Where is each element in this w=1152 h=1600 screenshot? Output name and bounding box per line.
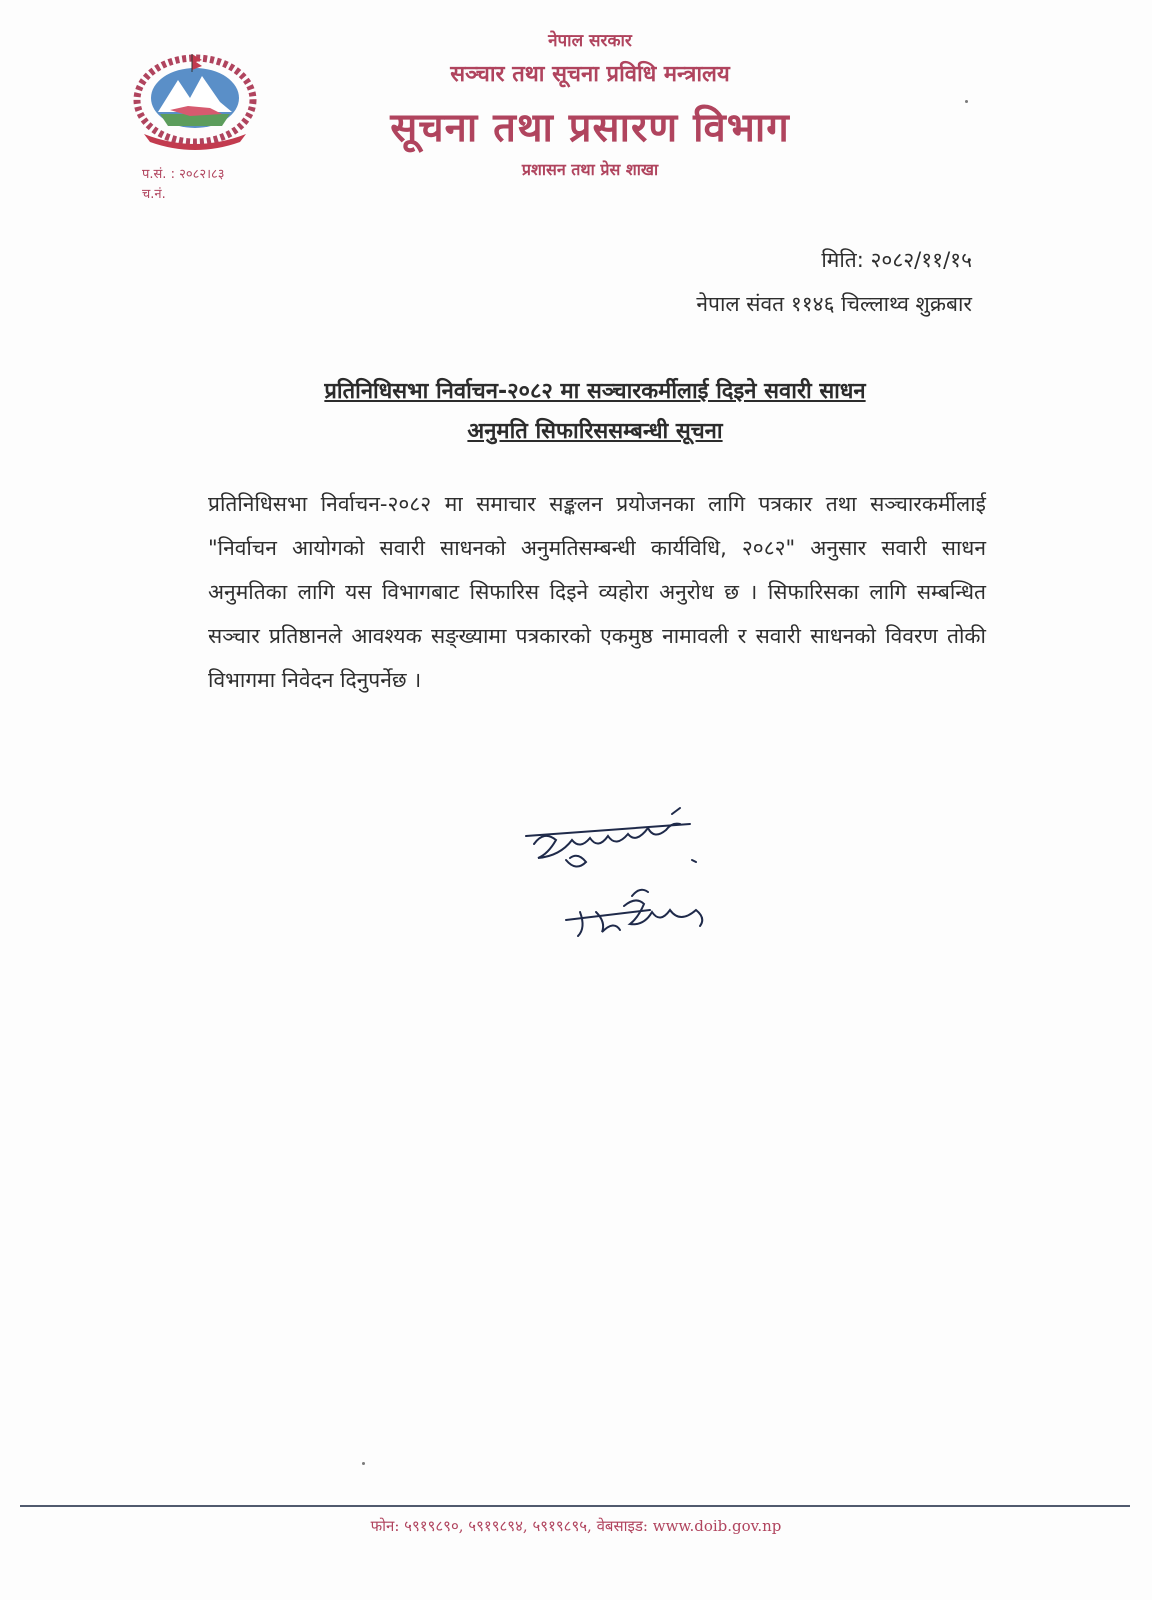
scan-speck	[965, 100, 968, 103]
subject-heading	[200, 372, 990, 452]
government-name: नेपाल सरकार	[548, 31, 632, 51]
ministry-name: सञ्चार तथा सूचना प्रविधि मन्त्रालय	[450, 61, 730, 87]
date-block	[696, 238, 972, 326]
subject-line-1: प्रतिनिधिसभा निर्वाचन-२०८२ मा सञ्चारकर्मीलाई दिइने सवारी साधन	[324, 379, 866, 404]
footer-rule	[20, 1505, 1130, 1507]
handwritten-signature	[520, 800, 760, 950]
body-paragraph: प्रतिनिधिसभा निर्वाचन-२०८२ मा समाचार सङ्कलन प्रयोजनका लागि पत्रकार तथा सञ्चारकर्मीलाई "निर्वाचन आयोगको सवारी साधनको अनुमतिसम्बन्धी कार्यविधि, २०८२" अनुसार सवारी साधन अनुमतिका लागि यस विभागबाट सिफारिस दिइने व्यहोरा अनुरोध छ । सिफारिसका लागि सम्बन्धित सञ्चार प्रतिष्ठानले आवश्यक सङ्ख्यामा पत्रकारको एकमुष्ठ नामावली र सवारी साधनको विवरण तोकी विभागमा निवेदन दिनुपर्नेछ ।	[208, 492, 986, 692]
footer-contact: फोन: ५९१९८९०, ५९१९८९४, ५९१९८९५, वेबसाइड: www.doib.gov.np	[370, 1517, 782, 1535]
subject-line-2: अनुमति सिफारिससम्बन्धी सूचना	[467, 419, 723, 444]
nepal-government-emblem-icon	[130, 50, 260, 150]
section-name: प्रशासन तथा प्रेस शाखा	[521, 160, 659, 179]
reference-block	[142, 165, 225, 205]
nepal-sambat-line: नेपाल संवत ११४६ चिल्लाथ्व शुक्रबार	[696, 292, 972, 316]
date-line: मिति: २०८२/११/१५	[821, 248, 972, 272]
dispatch-number: च.नं.	[142, 187, 166, 202]
department-name: सूचना तथा प्रसारण विभाग	[390, 104, 790, 151]
reference-number: प.सं. : २०८२।८३	[142, 167, 225, 182]
scan-speck	[362, 1462, 365, 1465]
